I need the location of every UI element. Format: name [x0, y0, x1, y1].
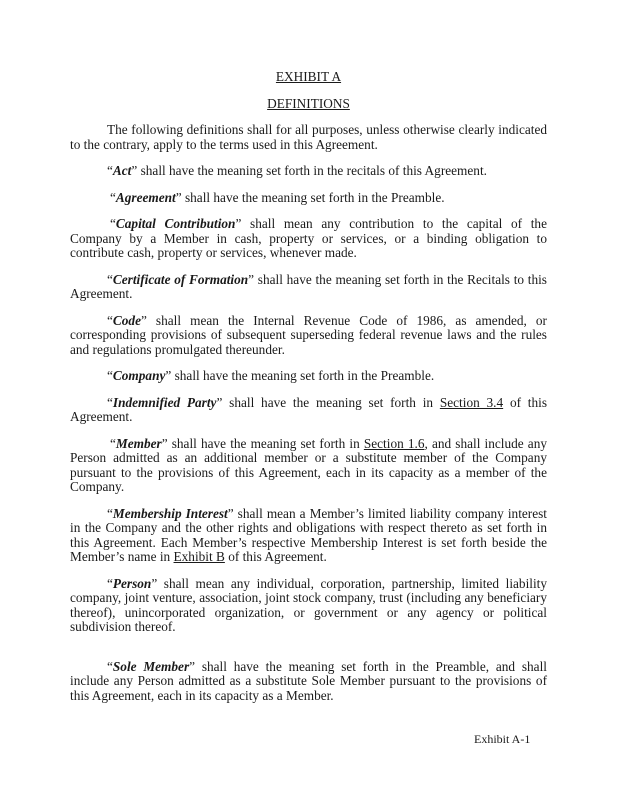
definitions-heading: DEFINITIONS	[267, 96, 350, 111]
term: Member	[115, 435, 162, 451]
term: Agreement	[115, 189, 176, 205]
definition-capital-contribution: “Capital Contribution” shall mean any contribution to the capital of the Company by a Member in cash, property or services, or a binding obligation to contribute cash, property or services, whenever made.	[70, 216, 547, 260]
definition-company: “Company” shall have the meaning set forth in the Preamble.	[107, 368, 435, 383]
term: Indemnified Party	[112, 394, 217, 410]
term: Code	[112, 312, 141, 328]
definition-member: “Member” shall have the meaning set forth in Section 1.6, and shall include any Person admitted as an additional member or a substitute member of the Company pursuant to the provisions of this Agreement, each in its capacity as a member of the Company.	[70, 435, 547, 494]
page-footer: Exhibit A-1	[474, 732, 531, 746]
definition-act: “Act” shall have the meaning set forth in the recitals of this Agreement.	[107, 163, 487, 178]
term: Sole Member	[112, 658, 190, 674]
section-reference: Section 1.6	[363, 435, 425, 451]
term: Membership Interest	[112, 505, 228, 521]
intro-paragraph: The following definitions shall for all purposes, unless otherwise clearly indicated to the contrary, apply to the terms used in this Agreement.	[70, 122, 547, 152]
definition-code: “Code” shall mean the Internal Revenue Code of 1986, as amended, or corresponding provisions of subsequent superseding federal revenue laws and the rules and regulations promulgated thereunder.	[70, 312, 547, 357]
section-reference: Section 3.4	[439, 394, 504, 410]
definition-membership-interest: “Membership Interest” shall mean a Member’s limited liability company interest in the Company and the other rights and obligations with respect thereto as set forth in this Agreement. Each Member’s respective Membership Interest is set forth beside the Member’s name in Exhibit B of this Agreement.	[70, 505, 547, 564]
term: Person	[112, 575, 152, 591]
term: Company	[112, 368, 166, 383]
definition-indemnified-party: “Indemnified Party” shall have the meaning set forth in Section 3.4 of this Agreement.	[70, 394, 548, 424]
term: Capital Contribution	[115, 216, 236, 231]
definition-sole-member: “Sole Member” shall have the meaning set forth in the Preamble, and shall include any Person admitted as a substitute Sole Member pursuant to the provisions of this Agreement, each in its capacity as a Member.	[70, 658, 547, 703]
term: Certificate of Formation	[112, 271, 249, 287]
document-body	[70, 69, 547, 715]
definition-agreement: “Agreement” shall have the meaning set forth in the Preamble.	[110, 189, 445, 205]
term: Act	[112, 163, 132, 178]
exhibit-reference: Exhibit B	[173, 549, 225, 564]
exhibit-heading: EXHIBIT A	[275, 69, 342, 84]
definition-person: “Person” shall mean any individual, corporation, partnership, limited liability company, joint venture, association, joint stock company, trust (including any beneficiary thereof), unincorporated organization, or government or any agency or political subdivision thereof.	[70, 575, 547, 634]
definition-certificate-of-formation: “Certificate of Formation” shall have the meaning set forth in the Recitals to this Agreement.	[70, 271, 547, 301]
